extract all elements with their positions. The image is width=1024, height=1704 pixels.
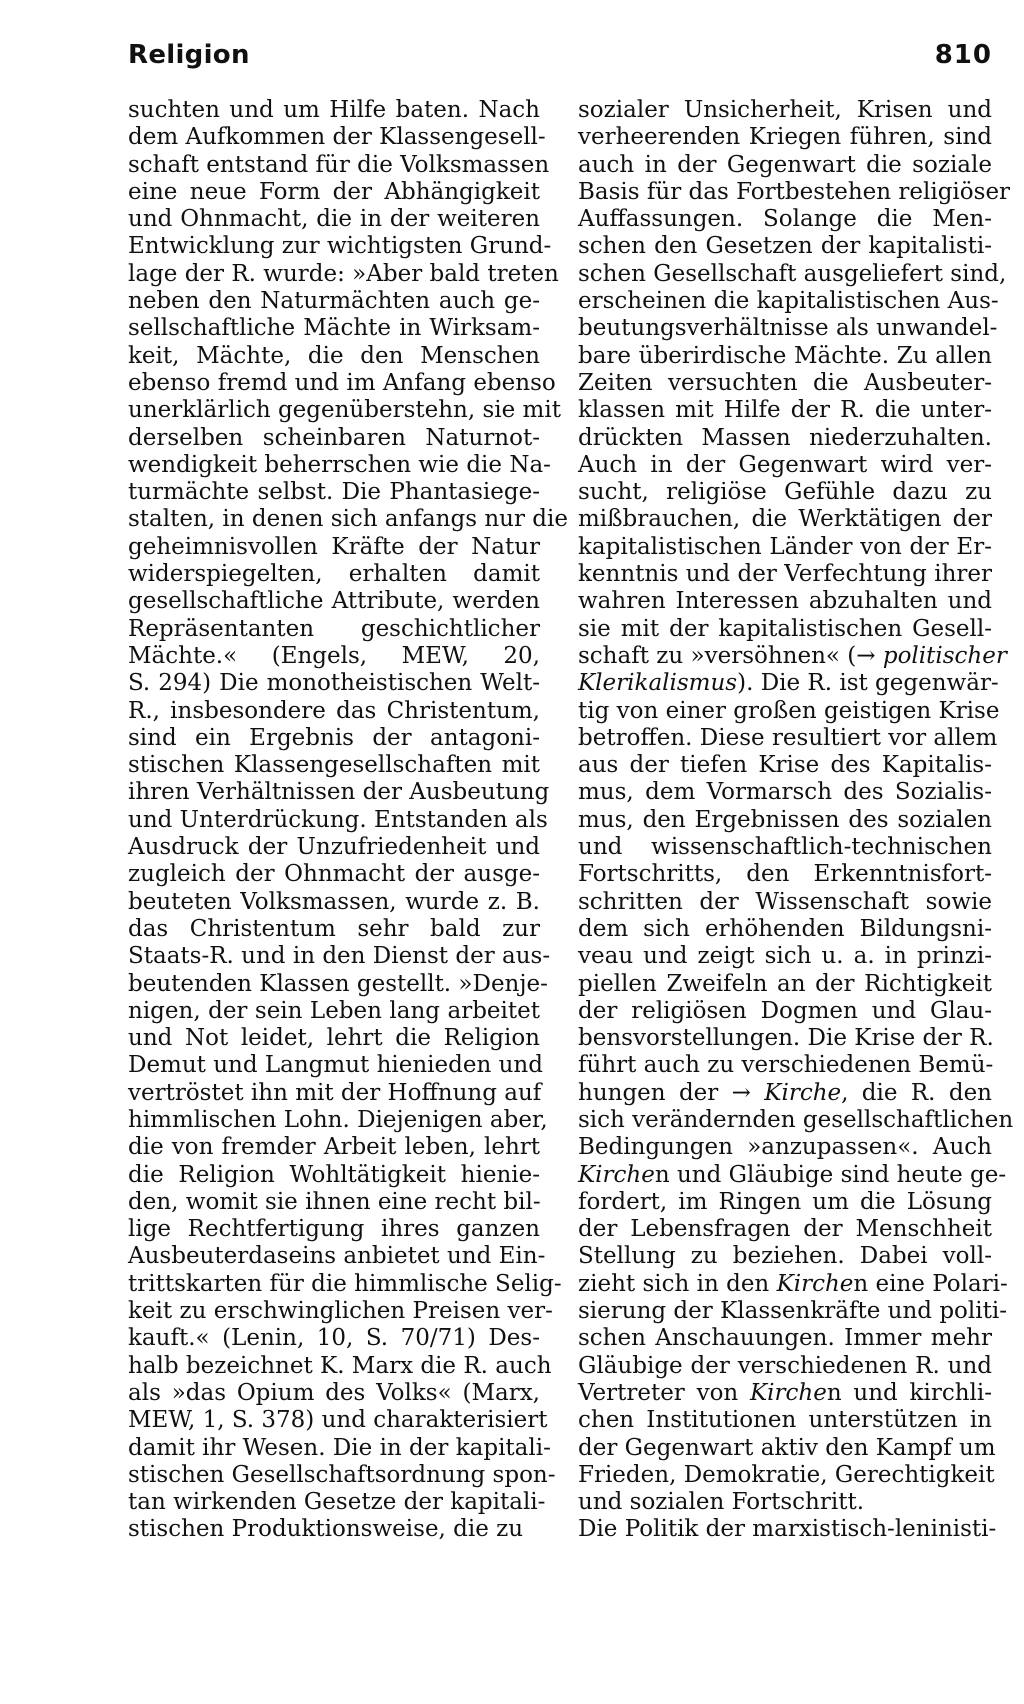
text-line: dem Aufkommen der Klassengesell-	[128, 124, 546, 151]
text-line: chen Institutionen unterstützen in	[578, 1407, 992, 1434]
text-line: derselben scheinbaren Naturnot-	[128, 424, 540, 451]
text-line: gesellschaftliche Attribute, werden	[128, 588, 540, 615]
text-line: erscheinen die kapitalistischen Aus-	[578, 288, 999, 315]
text-line: himmlischen Lohn. Diejenigen aber,	[128, 1106, 548, 1133]
text-line: Bedingungen »anzupassen«. Auch	[578, 1134, 992, 1161]
text-line: verheerenden Kriegen führen, sind	[578, 124, 992, 151]
text-line: schaft zu »versöhnen« (→ politischer	[578, 642, 1007, 669]
text-line: halb bezeichnet K. Marx die R. auch	[128, 1352, 552, 1379]
text-line: zugleich der Ohnmacht der ausge-	[128, 861, 540, 888]
text-line: aus der tiefen Krise des Kapitalis-	[578, 752, 992, 779]
text-column-left	[128, 97, 568, 1544]
text-line: zieht sich in den Kirchen eine Polari-	[578, 1270, 1008, 1297]
text-line: lage der R. wurde: »Aber bald treten	[128, 260, 559, 287]
text-line: Staats-R. und in den Dienst der aus-	[128, 943, 551, 970]
text-line: nigen, der sein Leben lang arbeitet	[128, 997, 540, 1024]
text-line: sierung der Klassenkräfte und politi-	[578, 1298, 1007, 1325]
text-line: tig von einer großen geistigen Krise	[578, 697, 1000, 724]
text-line: der religiösen Dogmen und Glau-	[578, 997, 992, 1024]
text-line: widerspiegelten, erhalten damit	[128, 561, 540, 588]
text-line: eine neue Form der Abhängigkeit	[128, 178, 540, 205]
text-line: piellen Zweifeln an der Richtigkeit	[578, 970, 992, 997]
text-line: bare überirdische Mächte. Zu allen	[578, 342, 992, 369]
text-line: hungen der → Kirche, die R. den	[578, 1079, 992, 1106]
page-header	[128, 40, 992, 80]
text-line: fordert, im Ringen um die Lösung	[578, 1188, 992, 1215]
text-line: R., insbesondere das Christentum,	[128, 697, 540, 724]
text-line: sich verändernden gesellschaftlichen	[578, 1106, 1014, 1133]
text-line: der Gegenwart aktiv den Kampf um	[578, 1434, 996, 1461]
text-line: suchten und um Hilfe baten. Nach	[128, 97, 540, 123]
text-line: Mächte.« (Engels, MEW, 20,	[128, 642, 540, 669]
text-line: stischen Produktionsweise, die zu	[128, 1516, 524, 1543]
text-line: Zeiten versuchten die Ausbeuter-	[578, 369, 992, 396]
text-line: schen Gesellschaft ausgeliefert sind,	[578, 260, 1007, 287]
text-line: das Christentum sehr bald zur	[128, 915, 540, 942]
text-line: Auffassungen. Solange die Men-	[578, 206, 992, 233]
text-line: kenntnis und der Verfechtung ihrer	[578, 561, 992, 588]
text-line: schritten der Wissenschaft sowie	[578, 888, 992, 915]
text-line: und wissenschaftlich-technischen	[578, 834, 992, 861]
text-line: schaft entstand für die Volksmassen	[128, 151, 550, 178]
text-line: Fortschritts, den Erkenntnisfort-	[578, 861, 992, 888]
text-line: bensvorstellungen. Die Krise der R.	[578, 1025, 994, 1052]
text-line: Vertreter von Kirchen und kirchli-	[578, 1379, 993, 1406]
text-line: der Lebensfragen der Menschheit	[578, 1216, 992, 1243]
text-line: ebenso fremd und im Anfang ebenso	[128, 369, 556, 396]
text-line: Kirchen und Gläubige sind heute ge-	[578, 1161, 1007, 1188]
text-line: die von fremder Arbeit leben, lehrt	[128, 1134, 540, 1161]
text-line: lige Rechtfertigung ihres ganzen	[128, 1216, 540, 1243]
text-line: Auch in der Gegenwart wird ver-	[578, 451, 992, 478]
text-line: klassen mit Hilfe der R. die unter-	[578, 397, 992, 424]
text-line: Basis für das Fortbestehen religiöser	[578, 178, 1011, 205]
text-line: stischen Gesellschaftsordnung spon-	[128, 1461, 556, 1488]
text-line: und Ohnmacht, die in der weiteren	[128, 206, 540, 233]
text-column-right	[578, 97, 1014, 1544]
text-line: drückten Massen niederzuhalten.	[578, 424, 992, 451]
text-line: stalten, in denen sich anfangs nur die	[128, 506, 568, 533]
text-line: kauft.« (Lenin, 10, S. 70/71) Des-	[128, 1325, 540, 1352]
text-line: vertröstet ihn mit der Hoffnung auf	[128, 1079, 542, 1106]
text-line: ihren Verhältnissen der Ausbeutung	[128, 779, 550, 806]
text-line: den, womit sie ihnen eine recht bil-	[128, 1188, 541, 1215]
text-line: sozialer Unsicherheit, Krisen und	[578, 97, 992, 123]
text-line: sind ein Ergebnis der antagoni-	[128, 724, 540, 751]
text-line: veau und zeigt sich u. a. in prinzi-	[578, 943, 992, 970]
running-head-title: Religion	[128, 40, 250, 70]
text-line: Stellung zu beziehen. Dabei voll-	[578, 1243, 992, 1270]
text-line: S. 294) Die monotheistischen Welt-	[128, 670, 540, 697]
text-line: beutungsverhältnisse als unwandel-	[578, 315, 998, 342]
text-line: neben den Naturmächten auch ge-	[128, 288, 540, 315]
text-line: Frieden, Demokratie, Gerechtigkeit	[578, 1461, 995, 1488]
text-line: tan wirkenden Gesetze der kapitali-	[128, 1489, 546, 1516]
text-line: schen den Gesetzen der kapitalisti-	[578, 233, 992, 260]
text-line: sucht, religiöse Gefühle dazu zu	[578, 479, 992, 506]
text-line: führt auch zu verschiedenen Bemü-	[578, 1052, 994, 1079]
text-line: mus, dem Vormarsch des Sozialis-	[578, 779, 992, 806]
text-line: die Religion Wohltätigkeit hienie-	[128, 1161, 540, 1188]
text-line: sie mit der kapitalistischen Gesell-	[578, 615, 992, 642]
text-line: Ausbeuterdaseins anbietet und Ein-	[128, 1243, 546, 1270]
text-line: wahren Interessen abzuhalten und	[578, 588, 992, 615]
text-line: Repräsentanten geschichtlicher	[128, 615, 540, 642]
text-line: und Unterdrückung. Entstanden als	[128, 806, 548, 833]
text-line: keit, Mächte, die den Menschen	[128, 342, 540, 369]
text-line: keit zu erschwinglichen Preisen ver-	[128, 1298, 553, 1325]
text-line: Demut und Langmut hienieden und	[128, 1052, 543, 1079]
text-line: geheimnisvollen Kräfte der Natur	[128, 533, 540, 560]
text-line: sellschaftliche Mächte in Wirksam-	[128, 315, 540, 342]
text-line: beutenden Klassen gestellt. »Denje-	[128, 970, 548, 997]
page-number: 810	[934, 40, 992, 70]
text-line: schen Anschauungen. Immer mehr	[578, 1325, 992, 1352]
text-line: Die Politik der marxistisch-leninisti-	[578, 1516, 997, 1543]
text-line: und sozialen Fortschritt.	[578, 1489, 865, 1516]
text-line: betroffen. Diese resultiert vor allem	[578, 724, 998, 751]
text-line: turmächte selbst. Die Phantasiege-	[128, 479, 540, 506]
text-line: Entwicklung zur wichtigsten Grund-	[128, 233, 552, 260]
text-line: Ausdruck der Unzufriedenheit und	[128, 834, 540, 861]
text-line: trittskarten für die himmlische Selig-	[128, 1270, 562, 1297]
text-line: damit ihr Wesen. Die in der kapitali-	[128, 1434, 551, 1461]
text-line: Klerikalismus). Die R. ist gegenwär-	[578, 670, 999, 697]
text-line: dem sich erhöhenden Bildungsni-	[578, 915, 992, 942]
text-line: beuteten Volksmassen, wurde z. B.	[128, 888, 540, 915]
text-line: mus, den Ergebnissen des sozialen	[578, 806, 992, 833]
text-line: wendigkeit beherrschen wie die Na-	[128, 451, 551, 478]
text-line: stischen Klassengesellschaften mit	[128, 752, 540, 779]
text-line: mißbrauchen, die Werktätigen der	[578, 506, 992, 533]
text-line: als »das Opium des Volks« (Marx,	[128, 1379, 540, 1406]
text-line: auch in der Gegenwart die soziale	[578, 151, 992, 178]
text-line: und Not leidet, lehrt die Religion	[128, 1025, 540, 1052]
text-line: kapitalistischen Länder von der Er-	[578, 533, 992, 560]
text-line: Gläubige der verschiedenen R. und	[578, 1352, 992, 1379]
text-line: unerklärlich gegenüberstehn, sie mit	[128, 397, 561, 424]
text-line: MEW, 1, S. 378) und charakterisiert	[128, 1407, 548, 1434]
